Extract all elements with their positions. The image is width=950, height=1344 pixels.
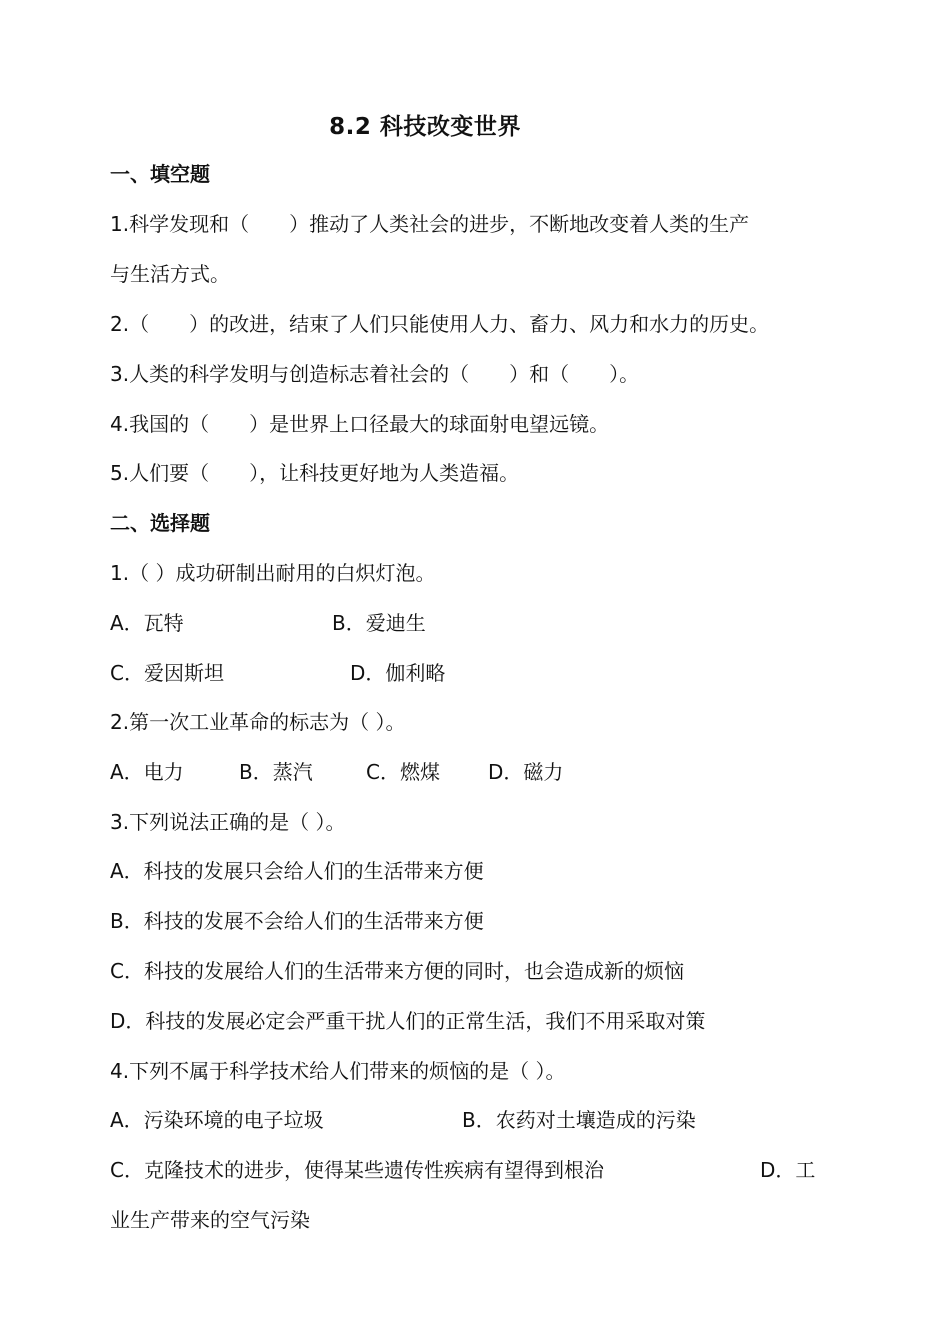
choice-question-4-option-d-continued: 业生产带来的空气污染 [110, 1208, 310, 1232]
page-title: 8.2 科技改变世界 [329, 114, 521, 140]
choice-question-1-option-b: B．爱迪生 [332, 611, 426, 635]
fill-question-4: 4.我国的（ ）是世界上口径最大的球面射电望远镜。 [110, 412, 610, 436]
section-heading-multiple-choice: 二、选择题 [110, 511, 210, 535]
choice-question-3-option-d: D．科技的发展必定会严重干扰人们的正常生活，我们不用采取对策 [110, 1009, 706, 1033]
choice-question-1-option-a: A．瓦特 [110, 611, 184, 635]
choice-question-3-option-a: A．科技的发展只会给人们的生活带来方便 [110, 859, 484, 883]
choice-question-1-stem: 1.（ ）成功研制出耐用的白炽灯泡。 [110, 561, 436, 585]
choice-question-2-stem: 2.第一次工业革命的标志为（ ）。 [110, 710, 406, 734]
choice-question-1-option-d: D．伽利略 [350, 661, 446, 685]
choice-question-3-stem: 3.下列说法正确的是（ ）。 [110, 810, 346, 834]
choice-question-2-option-a: A．电力 [110, 760, 184, 784]
section-heading-fill-blank: 一、填空题 [110, 162, 210, 186]
choice-question-2-option-d: D．磁力 [488, 760, 564, 784]
choice-question-4-option-a: A．污染环境的电子垃圾 [110, 1108, 324, 1132]
fill-question-5: 5.人们要（ ），让科技更好地为人类造福。 [110, 461, 520, 485]
fill-question-2: 2.（ ）的改进，结束了人们只能使用人力、畜力、风力和水力的历史。 [110, 312, 770, 336]
choice-question-3-option-c: C．科技的发展给人们的生活带来方便的同时，也会造成新的烦恼 [110, 959, 684, 983]
choice-question-2-option-c: C．燃煤 [366, 760, 440, 784]
choice-question-4-option-c: C．克隆技术的进步，使得某些遗传性疾病有望得到根治 [110, 1158, 604, 1182]
choice-question-2-option-b: B．蒸汽 [239, 760, 313, 784]
choice-question-4-option-d-start: D．工 [760, 1158, 816, 1182]
choice-question-1-option-c: C．爱因斯坦 [110, 661, 224, 685]
choice-question-4-stem: 4.下列不属于科学技术给人们带来的烦恼的是（ ）。 [110, 1059, 566, 1083]
fill-question-1-line-1: 1.科学发现和（ ）推动了人类社会的进步，不断地改变着人类的生产 [110, 212, 750, 236]
fill-question-1-line-2: 与生活方式。 [110, 262, 230, 286]
fill-question-3: 3.人类的科学发明与创造标志着社会的（ ）和（ ）。 [110, 362, 640, 386]
choice-question-4-option-b: B．农药对土壤造成的污染 [462, 1108, 696, 1132]
choice-question-3-option-b: B．科技的发展不会给人们的生活带来方便 [110, 909, 484, 933]
